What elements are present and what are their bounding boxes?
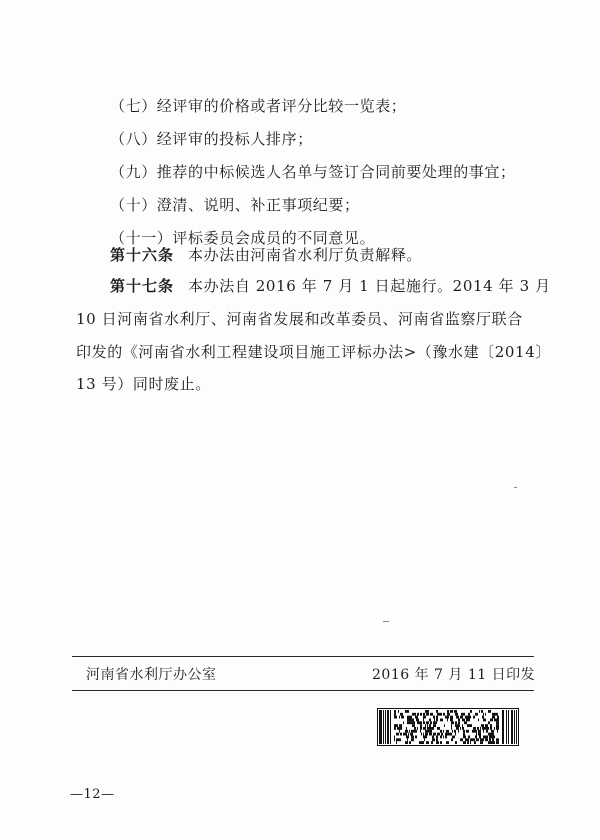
article-16 — [110, 245, 422, 265]
article-text-line: 10 日河南省水利厅、河南省发展和改革委员、河南省监察厅联合 — [76, 310, 523, 328]
footer-date: 2016 年 7 月 11 日印发 — [372, 667, 536, 683]
article-heading: 第十七条 — [110, 277, 175, 295]
article-heading: 第十六条 — [110, 246, 175, 264]
article-text: 本办法自 2016 年 7 月 1 日起施行。2014 年 3 月 — [188, 277, 551, 295]
list-item: （十一）评标委员会成员的不同意见。 — [110, 229, 376, 247]
footer-issuer: 河南省水利厅办公室 — [86, 667, 217, 683]
article-text-line: 13 号）同时废止。 — [76, 375, 211, 393]
scan-speck — [383, 621, 389, 622]
list-item: （八）经评审的投标人排序； — [110, 130, 313, 148]
article-text-line: 印发的《河南省水利工程建设项目施工评标办法>（豫水建〔2014〕 — [76, 343, 551, 361]
footer-rule-bottom — [72, 690, 534, 691]
list-item: （九）推荐的中标候选人名单与签订合同前要处理的事宜； — [110, 163, 516, 181]
barcode-pattern — [378, 709, 518, 745]
list-item: （十）澄清、说明、补正事项纪要； — [110, 196, 360, 214]
footer-rule-top — [72, 656, 534, 657]
list-item: （七）经评审的价格或者评分比较一览表； — [110, 97, 407, 115]
page-number: —12— — [70, 787, 115, 802]
scan-speck — [514, 487, 517, 488]
article-text: 本办法由河南省水利厅负责解释。 — [188, 246, 423, 264]
pdf417-barcode — [377, 708, 519, 746]
article-17 — [110, 276, 551, 296]
